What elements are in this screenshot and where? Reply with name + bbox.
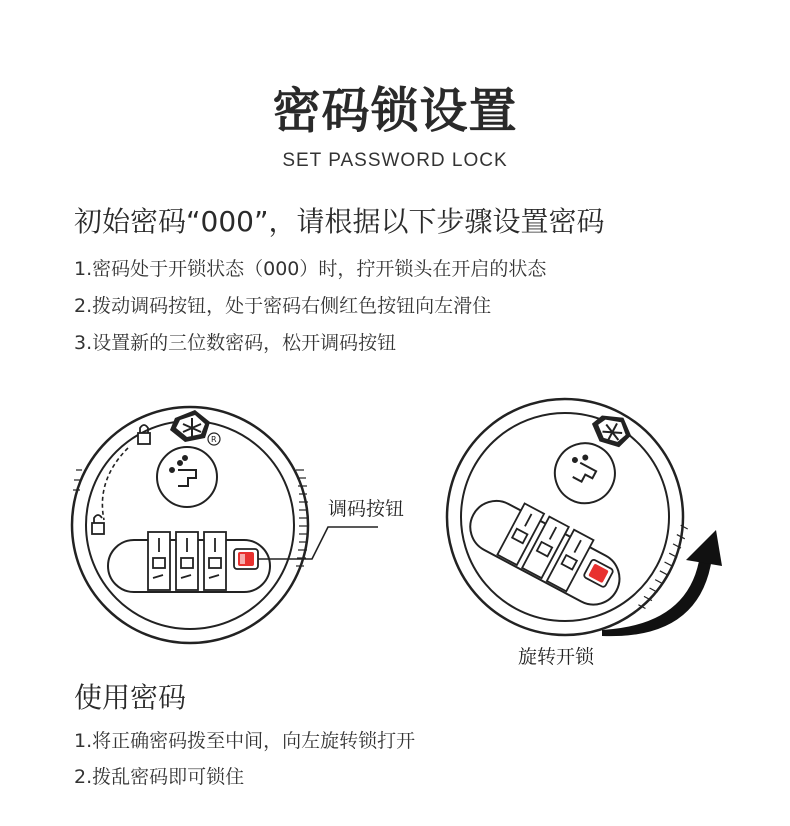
page-subtitle: SET PASSWORD LOCK (282, 150, 508, 171)
usage-heading: 使用密码 (74, 681, 187, 714)
svg-text:R: R (211, 435, 217, 444)
lock-diagram-svg (0, 380, 790, 680)
dial-wheels (148, 532, 226, 590)
setup-heading: 初始密码“000”，请根据以下步骤设置密码 (74, 205, 605, 238)
usage-step-1: 1.将正确密码拨至中间，向左旋转锁打开 (74, 730, 416, 752)
setup-step-2: 2.拨动调码按钮，处于密码右侧红色按钮向左滑住 (74, 295, 492, 317)
usage-step-2: 2.拨乱密码即可锁住 (74, 766, 245, 788)
setup-step-1: 1.密码处于开锁状态（000）时，拧开锁头在开启的状态 (74, 258, 547, 280)
left-lock (72, 407, 378, 643)
right-lock (405, 380, 724, 677)
setup-step-3: 3.设置新的三位数密码，松开调码按钮 (74, 332, 397, 354)
adjust-button-label: 调码按钮 (328, 498, 405, 520)
red-set-button-icon (234, 549, 258, 569)
page-title: 密码锁设置 (272, 83, 518, 139)
rotate-unlock-label: 旋转开锁 (518, 646, 595, 668)
lock-illustration (0, 380, 790, 680)
